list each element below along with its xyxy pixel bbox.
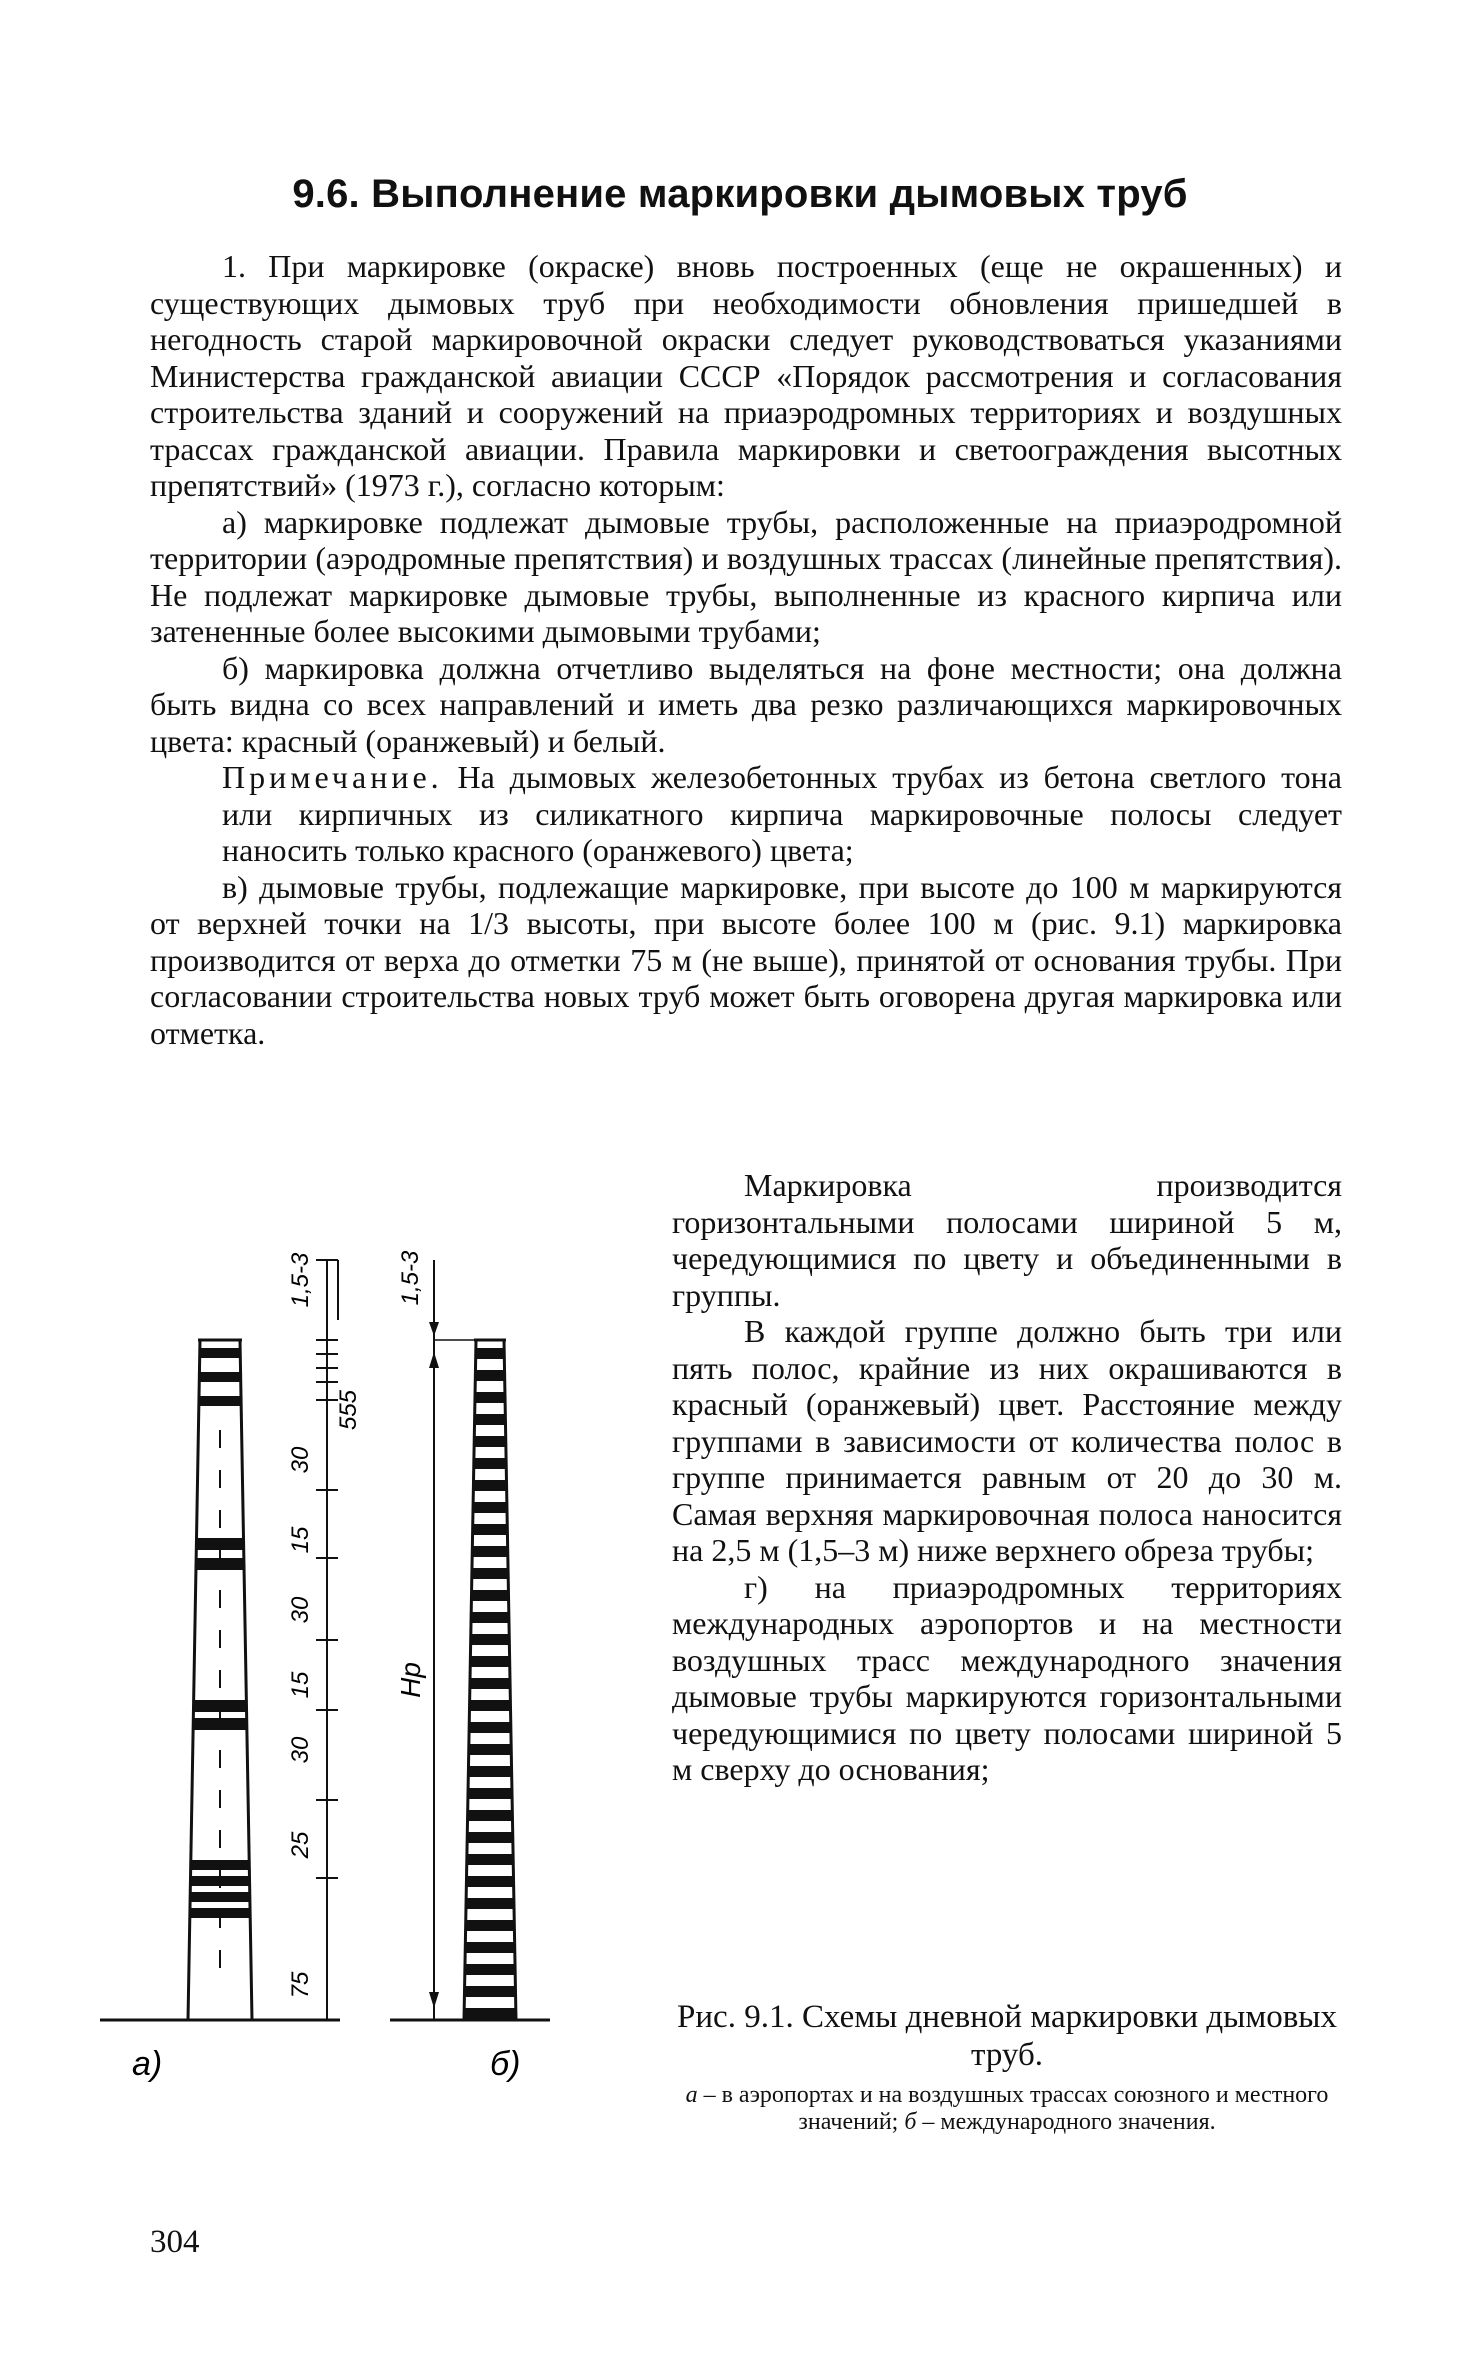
band-b-23 bbox=[467, 1854, 513, 1865]
band-b-21 bbox=[468, 1810, 513, 1821]
band-b-25 bbox=[466, 1898, 514, 1909]
band-b-29 bbox=[465, 1986, 516, 1997]
dim-a-15-1: 15 bbox=[287, 1526, 314, 1554]
band-b-26 bbox=[466, 1920, 514, 1931]
band-a-6 bbox=[193, 1718, 246, 1730]
dim-b-top: 1,5-3 bbox=[397, 1250, 424, 1306]
band-b-15 bbox=[470, 1678, 510, 1689]
paragraph-groups: В каждой группе должно быть три или пять полос, крайние из них окрашиваются в красный (оранжевый) цвет. Расстояние между группами в зависимости от количества полос в группе принимается равным от 20 до 30 м. Самая верхняя маркировочная полоса наносится на 2,5 м (1,5–3 м) ниже верхнего обреза трубы; bbox=[672, 1313, 1342, 1568]
band-b-8 bbox=[473, 1524, 507, 1535]
note-label: Примечание. bbox=[222, 759, 443, 795]
band-a-7 bbox=[191, 1860, 249, 1870]
band-b-5 bbox=[474, 1458, 506, 1469]
band-b-27 bbox=[465, 1942, 514, 1953]
band-b-3 bbox=[475, 1414, 506, 1425]
band-b-7 bbox=[473, 1502, 507, 1513]
legend-b-text: – международного значения. bbox=[916, 2109, 1216, 2135]
legend-a-text: – в аэропортах и на воздушных трассах союзного и местного значений; bbox=[697, 2082, 1329, 2135]
body-text-full-width bbox=[150, 248, 1342, 1051]
band-b-18 bbox=[469, 1744, 511, 1755]
dim-a-30-3: 30 bbox=[287, 1736, 314, 1764]
band-b-20 bbox=[468, 1788, 512, 1799]
legend-b-label: б bbox=[904, 2109, 917, 2135]
note-paragraph bbox=[150, 759, 1342, 869]
dim-a-25: 25 bbox=[287, 1831, 314, 1859]
band-b-30 bbox=[464, 2008, 516, 2019]
band-b-17 bbox=[469, 1722, 510, 1733]
dim-a-30-2: 30 bbox=[287, 1596, 314, 1624]
dim-a-75: 75 bbox=[287, 1971, 314, 1999]
paragraph-marking: Маркировка производится горизонтальными полосами шириной 5 м, чередующимися по цвету и объединенными в группы. bbox=[672, 1167, 1342, 1313]
dim-a-top: 1,5-3 bbox=[287, 1252, 314, 1308]
chimney-marking-figure bbox=[132, 1240, 600, 2220]
dimension-line-a bbox=[316, 1260, 338, 2020]
dimension-labels-a bbox=[287, 1252, 362, 1998]
paragraph-b: б) маркировка должна отчетливо выделяться на фоне местности; она должна быть видна со всех направлений и иметь два резко различающихся маркировочных цвета: красный (оранжевый) и белый. bbox=[150, 649, 1342, 759]
band-b-13 bbox=[471, 1634, 509, 1645]
page-number: 304 bbox=[150, 2224, 200, 2260]
dim-a-555: 555 bbox=[335, 1389, 362, 1431]
band-b-1 bbox=[475, 1370, 504, 1381]
band-b-14 bbox=[470, 1656, 509, 1667]
body-text-right-column bbox=[672, 1167, 1342, 1788]
band-b-2 bbox=[475, 1392, 505, 1403]
band-b-24 bbox=[467, 1876, 514, 1887]
band-a-10 bbox=[190, 1908, 250, 1918]
band-b-16 bbox=[470, 1700, 511, 1711]
legend-a-label: а bbox=[685, 2082, 698, 2108]
chimney-b-bands bbox=[464, 1348, 516, 2019]
band-a-4 bbox=[196, 1558, 244, 1570]
dim-a-30-1: 30 bbox=[287, 1446, 314, 1474]
note-text: На дымовых железобетонных трубах из бетона светлого тона или кирпичных из силикатного кирпича маркировочные полосы следует наносить только красного (оранжевого) цвета; bbox=[222, 759, 1342, 868]
dim-a-15-2: 15 bbox=[287, 1671, 314, 1699]
caption-legend bbox=[672, 2082, 1342, 2136]
band-b-22 bbox=[467, 1832, 512, 1843]
band-b-12 bbox=[471, 1612, 509, 1623]
band-a-3 bbox=[197, 1538, 244, 1550]
band-a-5 bbox=[194, 1700, 247, 1712]
figure-label-a: а) bbox=[132, 2045, 163, 2083]
dim-b-hp: Hp bbox=[395, 1662, 426, 1698]
band-a-0 bbox=[200, 1348, 240, 1358]
band-b-4 bbox=[474, 1436, 505, 1447]
paragraph-1: 1. При маркировке (окраске) вновь построенных (еще не окрашенных) и существующих дымовых труб при необходимости обновления пришедшей в негодность старой маркировочной окраски следует руководствоваться указаниями Министерства гражданской авиации СССР «Порядок рассмотрения и согласования строительства зданий и сооружений на приаэродромных территориях и воздушных трассах гражданской авиации. Правила маркировки и светоограждения высотных препятствий» (1973 г.), согласно которым: bbox=[150, 248, 1342, 503]
band-b-28 bbox=[465, 1964, 515, 1975]
paragraph-v: в) дымовые трубы, подлежащие маркировке, при высоте до 100 м маркируются от верхней точки на 1/3 высоты, при высоте более 100 м (рис. 9.1) маркировка производится от верха до отметки 75 м (не выше), принятой от основания трубы. При согласовании строительства новых труб может быть оговорена другая маркировка или отметка. bbox=[150, 868, 1342, 1051]
paragraph-a: а) маркировке подлежат дымовые трубы, расположенные на приаэродромной территории (аэродромные препятствия) и воздушных трассах (линейные препятствия). Не подлежат маркировке дымовые трубы, выполненные из красного кирпича или затененные более высокими дымовыми трубами; bbox=[150, 503, 1342, 649]
band-b-0 bbox=[476, 1348, 504, 1359]
band-b-11 bbox=[472, 1590, 509, 1601]
section-title: 9.6. Выполнение маркировки дымовых труб bbox=[292, 172, 1188, 216]
band-a-2 bbox=[199, 1396, 241, 1406]
figure-caption bbox=[672, 1998, 1342, 2136]
band-a-9 bbox=[190, 1892, 249, 1902]
band-b-10 bbox=[472, 1568, 508, 1579]
band-a-1 bbox=[199, 1372, 240, 1382]
caption-title: Рис. 9.1. Схемы дневной маркировки дымовых труб. bbox=[677, 1999, 1337, 2073]
band-b-19 bbox=[468, 1766, 511, 1777]
band-a-8 bbox=[191, 1876, 250, 1886]
paragraph-g: г) на приаэродромных территориях международных аэропортов и на местности воздушных трасс международного значения дымовые трубы маркируются горизонтальными чередующимися по цвету полосами шириной 5 м сверху до основания; bbox=[672, 1568, 1342, 1787]
figure-label-b: б) bbox=[490, 2045, 521, 2083]
band-b-6 bbox=[474, 1480, 507, 1491]
band-b-9 bbox=[472, 1546, 507, 1557]
